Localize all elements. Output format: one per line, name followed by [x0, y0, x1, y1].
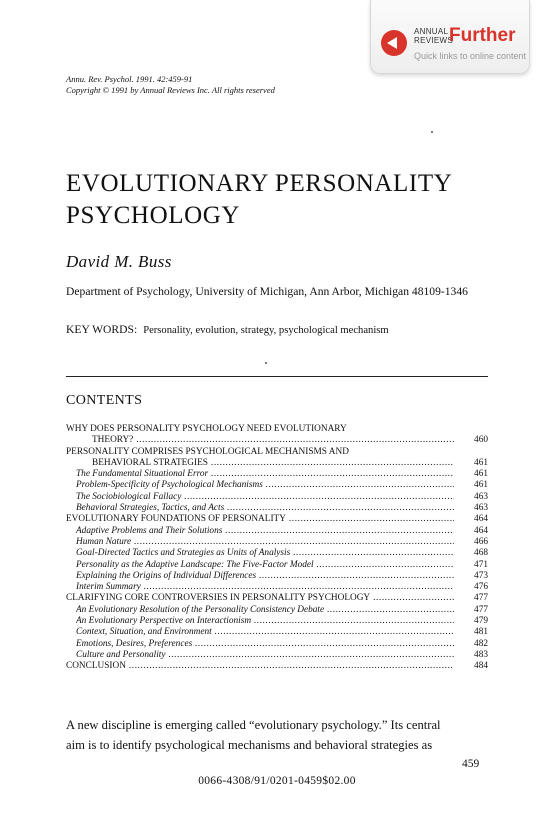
toc-entry-page: 463	[474, 503, 488, 514]
toc-entry-title: Goal-Directed Tactics and Strategies as Units of Analysis .....	[76, 548, 454, 559]
toc-entry-page: 466	[474, 536, 488, 547]
toc-entry[interactable]	[66, 537, 488, 548]
badge-logo-text: ANNUAL REVIEWS	[414, 27, 453, 45]
toc-entry-page: 468	[474, 548, 488, 559]
toc-entry[interactable]	[66, 514, 488, 525]
toc-entry[interactable]	[66, 548, 488, 559]
toc-entry-title: Culture and Personality .....	[76, 650, 454, 661]
toc-entry[interactable]	[66, 492, 488, 503]
table-of-contents	[66, 424, 488, 673]
keywords-label: KEY WORDS:	[66, 323, 138, 336]
toc-entry-title: Human Nature .....	[76, 537, 454, 548]
author-affiliation: Department of Psychology, University of Michigan, Ann Arbor, Michigan 48109-1346	[66, 285, 468, 298]
toc-entry[interactable]	[66, 582, 488, 593]
toc-entry[interactable]	[66, 435, 488, 446]
toc-entry-title: BEHAVIORAL STRATEGIES .....	[92, 458, 454, 469]
citation-line: Annu. Rev. Psychol. 1991. 42:459-91	[66, 74, 193, 84]
intro-paragraph: A new discipline is emerging called “evolutionary psychology.” Its central aim is to identify psychological mechanisms and behavioral strategies as	[66, 718, 441, 752]
toc-entry-page: 483	[474, 649, 488, 660]
toc-entry-page: 479	[474, 616, 488, 627]
toc-entry-title: Interim Summary .....	[76, 582, 454, 593]
citation-header	[66, 74, 275, 96]
toc-entry-title: Emotions, Desires, Preferences .....	[76, 639, 454, 650]
copyright-line: Copyright © 1991 by Annual Reviews Inc. All rights reserved	[66, 85, 275, 95]
toc-entry-page: 477	[474, 593, 488, 604]
toc-entry-page: 461	[474, 457, 488, 468]
toc-entry-page: 464	[474, 514, 488, 525]
toc-entry[interactable]	[66, 560, 488, 571]
speck	[431, 131, 433, 133]
toc-entry[interactable]	[66, 650, 488, 661]
badge-further-label: Further	[449, 25, 516, 46]
toc-entry-page: 460	[474, 435, 488, 446]
toc-entry-title: THEORY? .....	[92, 435, 454, 446]
toc-entry-title: Context, Situation, and Environment .....	[76, 627, 454, 638]
toc-entry[interactable]	[66, 661, 488, 672]
keywords	[66, 323, 389, 336]
toc-entry-title: Behavioral Strategies, Tactics, and Acts .....	[76, 503, 454, 514]
toc-entry-title: WHY DOES PERSONALITY PSYCHOLOGY NEED EVOLUTIONARY	[66, 424, 347, 434]
toc-entry[interactable]	[66, 627, 488, 638]
toc-entry[interactable]	[66, 469, 488, 480]
toc-entry-page: 477	[474, 604, 488, 615]
toc-entry-title: Adaptive Problems and Their Solutions .....	[76, 526, 454, 537]
toc-entry-page: 473	[474, 570, 488, 581]
toc-entry-page: 471	[474, 559, 488, 570]
author-name: David M. Buss	[66, 252, 172, 271]
toc-entry[interactable]	[66, 571, 488, 582]
toc-entry-page: 464	[474, 525, 488, 536]
toc-entry[interactable]	[66, 458, 488, 469]
badge-subtitle: Quick links to online content	[414, 51, 527, 61]
toc-entry[interactable]	[66, 605, 488, 616]
back-arrow-icon[interactable]	[381, 30, 407, 56]
page-number: 459	[462, 758, 480, 770]
contents-heading: CONTENTS	[66, 393, 143, 408]
toc-entry[interactable]	[66, 526, 488, 537]
toc-entry-page: 461	[474, 469, 488, 480]
toc-entry[interactable]	[66, 639, 488, 650]
toc-entry[interactable]	[66, 424, 488, 435]
toc-entry-page: 461	[474, 480, 488, 491]
toc-entry-page: 463	[474, 491, 488, 502]
toc-entry-title: Personality as the Adaptive Landscape: The Five-Factor Model .....	[76, 560, 454, 571]
toc-entry-page: 476	[474, 582, 488, 593]
toc-entry-title: An Evolutionary Resolution of the Personality Consistency Debate .....	[76, 605, 454, 616]
toc-entry-page: 484	[474, 661, 488, 672]
toc-entry-title: CONCLUSION .....	[66, 661, 454, 672]
toc-entry-title: CLARIFYING CORE CONTROVERSIES IN PERSONALITY PSYCHOLOGY .....	[66, 593, 454, 604]
toc-entry-page: 481	[474, 627, 488, 638]
toc-entry-page: 482	[474, 638, 488, 649]
toc-entry[interactable]	[66, 593, 488, 604]
further-badge[interactable]	[370, 0, 530, 74]
toc-entry-title: An Evolutionary Perspective on Interactionism .....	[76, 616, 454, 627]
toc-entry[interactable]	[66, 616, 488, 627]
toc-entry-title: The Sociobiological Fallacy .....	[76, 492, 454, 503]
article-code: 0066-4308/91/0201-0459$02.00	[198, 775, 356, 787]
keywords-value: Personality, evolution, strategy, psychological mechanism	[143, 325, 389, 336]
toc-entry-title: Problem-Specificity of Psychological Mechanisms .....	[76, 480, 454, 491]
speck	[265, 362, 267, 364]
toc-entry-title: The Fundamental Situational Error .....	[76, 469, 454, 480]
article-title: EVOLUTIONARY PERSONALITY PSYCHOLOGY	[66, 170, 453, 229]
toc-entry[interactable]	[66, 480, 488, 491]
divider	[66, 376, 488, 377]
toc-entry-title: PERSONALITY COMPRISES PSYCHOLOGICAL MECHANISMS AND	[66, 446, 349, 457]
toc-entry[interactable]	[66, 447, 488, 458]
toc-entry[interactable]	[66, 503, 488, 514]
toc-entry-title: Explaining the Origins of Individual Differences .....	[76, 571, 454, 582]
toc-entry-title: EVOLUTIONARY FOUNDATIONS OF PERSONALITY .....	[66, 514, 454, 525]
